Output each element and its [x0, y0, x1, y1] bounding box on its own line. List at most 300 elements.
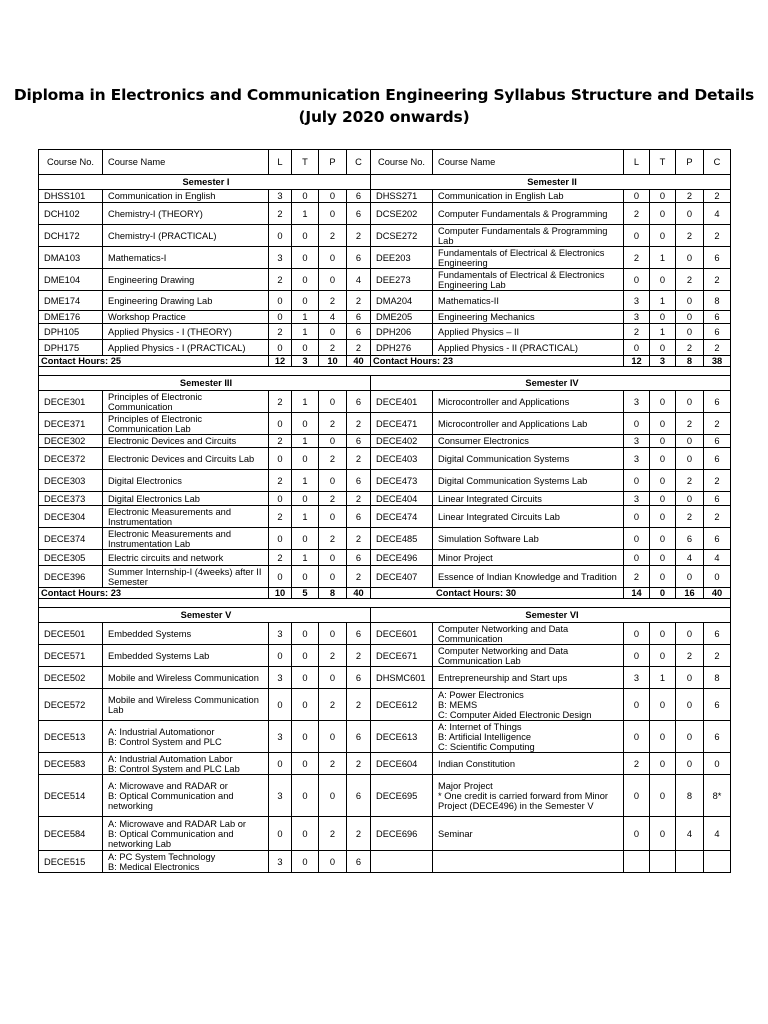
- col-header-t: T: [292, 150, 319, 175]
- course-name: Entrepreneurship and Start ups: [433, 667, 624, 689]
- practical-hours: 2: [319, 645, 347, 667]
- lecture-hours: 2: [269, 269, 292, 291]
- lecture-hours: 0: [269, 340, 292, 356]
- course-code: DPH276: [371, 340, 433, 356]
- tutorial-hours: 1: [292, 506, 319, 528]
- credits: 6: [347, 506, 371, 528]
- credits: 4: [704, 203, 731, 225]
- course-code: DECE403: [371, 448, 433, 470]
- course-code: DECE604: [371, 753, 433, 775]
- course-row: [39, 775, 731, 817]
- course-name: Mobile and Wireless Communication: [103, 667, 269, 689]
- course-name: Principles of Electronic Communication: [103, 391, 269, 413]
- course-name: Major Project * One credit is carried forward from Minor Project (DECE496) in the Semester V: [433, 775, 624, 817]
- credits: 2: [347, 413, 371, 435]
- course-name: Essence of Indian Knowledge and Tradition: [433, 566, 624, 588]
- course-name: Mathematics-I: [103, 247, 269, 269]
- credits: 6: [704, 391, 731, 413]
- tutorial-hours: [650, 851, 676, 873]
- course-code: DCH172: [39, 225, 103, 247]
- course-row: [39, 528, 731, 550]
- tutorial-hours: 0: [292, 689, 319, 721]
- practical-hours: 2: [319, 689, 347, 721]
- practical-hours: 0: [676, 623, 704, 645]
- course-row: [39, 324, 731, 340]
- col-header-c: C: [347, 150, 371, 175]
- semester-title: Semester II: [371, 175, 731, 190]
- credits: 8*: [704, 775, 731, 817]
- table-header-row: [39, 150, 731, 175]
- course-code: DECE502: [39, 667, 103, 689]
- course-name: Microcontroller and Applications Lab: [433, 413, 624, 435]
- course-name: Principles of Electronic Communication Lab: [103, 413, 269, 435]
- course-name: Fundamentals of Electrical & Electronics Engineering Lab: [433, 269, 624, 291]
- syllabus-table: [38, 149, 731, 873]
- tutorial-hours: 1: [650, 667, 676, 689]
- practical-hours: 0: [319, 721, 347, 753]
- lecture-hours: 0: [269, 311, 292, 324]
- credits: 2: [347, 492, 371, 506]
- course-name: Computer Networking and Data Communication: [433, 623, 624, 645]
- credits: 6: [347, 721, 371, 753]
- practical-hours: 0: [676, 203, 704, 225]
- course-name: Engineering Drawing: [103, 269, 269, 291]
- credits: 2: [704, 190, 731, 203]
- course-row: [39, 667, 731, 689]
- course-code: DCH102: [39, 203, 103, 225]
- course-name: Mathematics-II: [433, 291, 624, 311]
- tutorial-hours: 0: [292, 753, 319, 775]
- tutorial-hours: 0: [650, 689, 676, 721]
- tutorial-hours: 0: [292, 645, 319, 667]
- lecture-hours: 3: [624, 311, 650, 324]
- lecture-hours: 0: [269, 817, 292, 851]
- course-row: [39, 689, 731, 721]
- course-code: DME205: [371, 311, 433, 324]
- credits: 6: [347, 311, 371, 324]
- lecture-hours: 0: [624, 721, 650, 753]
- tutorial-hours: 1: [292, 470, 319, 492]
- credits: 6: [347, 190, 371, 203]
- credits: 4: [704, 550, 731, 566]
- credits: 2: [347, 753, 371, 775]
- course-name: Summer Internship-I (4weeks) after II Semester: [103, 566, 269, 588]
- tutorial-hours: 1: [292, 324, 319, 340]
- course-name: Microcontroller and Applications: [433, 391, 624, 413]
- course-name: Computer Fundamentals & Programming Lab: [433, 225, 624, 247]
- col-header-course-name: Course Name: [103, 150, 269, 175]
- lecture-hours: 3: [624, 291, 650, 311]
- contact-hours-total: 12: [269, 356, 292, 367]
- course-name: Linear Integrated Circuits Lab: [433, 506, 624, 528]
- lecture-hours: 0: [269, 645, 292, 667]
- course-code: DECE407: [371, 566, 433, 588]
- course-name: Communication in English: [103, 190, 269, 203]
- lecture-hours: 2: [624, 203, 650, 225]
- course-name: A: Power Electronics B: MEMS C: Computer Aided Electronic Design: [433, 689, 624, 721]
- lecture-hours: 0: [269, 492, 292, 506]
- contact-hours-label: Contact Hours: 23: [371, 356, 624, 367]
- credits: 6: [704, 324, 731, 340]
- tutorial-hours: 0: [292, 851, 319, 873]
- lecture-hours: 3: [269, 775, 292, 817]
- practical-hours: 2: [319, 225, 347, 247]
- practical-hours: 0: [676, 753, 704, 775]
- course-row: [39, 203, 731, 225]
- credits: 6: [347, 203, 371, 225]
- course-row: [39, 190, 731, 203]
- contact-hours-total: 8: [676, 356, 704, 367]
- course-row: [39, 623, 731, 645]
- credits: [704, 851, 731, 873]
- tutorial-hours: 0: [650, 721, 676, 753]
- tutorial-hours: 0: [292, 269, 319, 291]
- tutorial-hours: 0: [650, 225, 676, 247]
- course-code: DECE496: [371, 550, 433, 566]
- lecture-hours: 2: [269, 435, 292, 448]
- practical-hours: 0: [676, 311, 704, 324]
- course-code: DCSE272: [371, 225, 433, 247]
- practical-hours: 8: [676, 775, 704, 817]
- credits: 0: [704, 566, 731, 588]
- tutorial-hours: 0: [292, 566, 319, 588]
- course-name: Electronic Measurements and Instrumentation Lab: [103, 528, 269, 550]
- credits: 2: [347, 566, 371, 588]
- col-header-c-right: C: [704, 150, 731, 175]
- tutorial-hours: 0: [650, 550, 676, 566]
- semester-title: Semester V: [39, 608, 371, 623]
- spacer-cell: [39, 367, 731, 376]
- tutorial-hours: 0: [650, 528, 676, 550]
- contact-hours-total: 10: [269, 588, 292, 599]
- course-code: DME104: [39, 269, 103, 291]
- course-row: [39, 269, 731, 291]
- lecture-hours: 3: [269, 721, 292, 753]
- credits: 6: [704, 623, 731, 645]
- course-row: [39, 492, 731, 506]
- semester-title: Semester I: [39, 175, 371, 190]
- credits: 2: [347, 448, 371, 470]
- practical-hours: 0: [319, 470, 347, 492]
- course-code: DECE474: [371, 506, 433, 528]
- contact-hours-total: 40: [347, 588, 371, 599]
- semester-heading-row: [39, 376, 731, 391]
- course-row: [39, 851, 731, 873]
- course-row: [39, 550, 731, 566]
- course-code: DECE612: [371, 689, 433, 721]
- lecture-hours: [624, 851, 650, 873]
- contact-hours-row: [39, 588, 731, 599]
- course-name: Linear Integrated Circuits: [433, 492, 624, 506]
- tutorial-hours: 1: [650, 324, 676, 340]
- credits: 2: [347, 291, 371, 311]
- course-name: Computer Networking and Data Communication Lab: [433, 645, 624, 667]
- course-code: DECE371: [39, 413, 103, 435]
- practical-hours: 0: [676, 667, 704, 689]
- contact-hours-total: 14: [624, 588, 650, 599]
- lecture-hours: 2: [269, 391, 292, 413]
- practical-hours: [676, 851, 704, 873]
- course-name: Consumer Electronics: [433, 435, 624, 448]
- credits: 6: [347, 391, 371, 413]
- lecture-hours: 3: [624, 448, 650, 470]
- credits: 2: [347, 528, 371, 550]
- course-code: DECE404: [371, 492, 433, 506]
- credits: 2: [347, 689, 371, 721]
- practical-hours: 2: [319, 340, 347, 356]
- credits: 6: [347, 324, 371, 340]
- course-name: Mobile and Wireless Communication Lab: [103, 689, 269, 721]
- practical-hours: 0: [319, 324, 347, 340]
- credits: 2: [704, 269, 731, 291]
- lecture-hours: 0: [624, 190, 650, 203]
- credits: 6: [347, 623, 371, 645]
- contact-hours-total: 3: [650, 356, 676, 367]
- col-header-course-no: Course No.: [39, 150, 103, 175]
- lecture-hours: 0: [624, 528, 650, 550]
- course-code: DHSMC601: [371, 667, 433, 689]
- practical-hours: 0: [676, 247, 704, 269]
- practical-hours: 0: [319, 851, 347, 873]
- contact-hours-total: 40: [347, 356, 371, 367]
- course-row: [39, 448, 731, 470]
- course-name: Digital Communication Systems Lab: [433, 470, 624, 492]
- course-code: DECE501: [39, 623, 103, 645]
- course-code: DECE305: [39, 550, 103, 566]
- lecture-hours: 2: [624, 324, 650, 340]
- contact-hours-total: 10: [319, 356, 347, 367]
- lecture-hours: 3: [269, 623, 292, 645]
- lecture-hours: 2: [269, 203, 292, 225]
- tutorial-hours: 1: [292, 391, 319, 413]
- practical-hours: 2: [319, 492, 347, 506]
- lecture-hours: 2: [624, 753, 650, 775]
- course-row: [39, 391, 731, 413]
- tutorial-hours: 0: [650, 448, 676, 470]
- practical-hours: 0: [676, 492, 704, 506]
- contact-hours-label: Contact Hours: 25: [39, 356, 269, 367]
- credits: 6: [347, 851, 371, 873]
- tutorial-hours: 0: [292, 817, 319, 851]
- practical-hours: 2: [676, 190, 704, 203]
- credits: 6: [704, 247, 731, 269]
- course-code: DPH175: [39, 340, 103, 356]
- lecture-hours: 0: [269, 753, 292, 775]
- col-header-course-name-right: Course Name: [433, 150, 624, 175]
- credits: 8: [704, 291, 731, 311]
- course-name: Electronic Devices and Circuits: [103, 435, 269, 448]
- course-code: DECE302: [39, 435, 103, 448]
- credits: 2: [704, 645, 731, 667]
- course-name: Electric circuits and network: [103, 550, 269, 566]
- practical-hours: 0: [319, 391, 347, 413]
- credits: 4: [704, 817, 731, 851]
- course-row: [39, 225, 731, 247]
- practical-hours: 0: [319, 247, 347, 269]
- course-name: A: Microwave and RADAR or B: Optical Communication and networking: [103, 775, 269, 817]
- course-name: A: Industrial Automation Labor B: Control System and PLC Lab: [103, 753, 269, 775]
- course-name: Minor Project: [433, 550, 624, 566]
- credits: 6: [347, 470, 371, 492]
- lecture-hours: 0: [269, 448, 292, 470]
- tutorial-hours: 0: [292, 775, 319, 817]
- contact-hours-row: [39, 356, 731, 367]
- course-name: Computer Fundamentals & Programming: [433, 203, 624, 225]
- course-name: Applied Physics - I (PRACTICAL): [103, 340, 269, 356]
- lecture-hours: 2: [269, 550, 292, 566]
- practical-hours: 0: [676, 721, 704, 753]
- practical-hours: 0: [319, 550, 347, 566]
- practical-hours: 2: [319, 817, 347, 851]
- practical-hours: 2: [676, 413, 704, 435]
- practical-hours: 2: [676, 340, 704, 356]
- credits: 2: [704, 340, 731, 356]
- contact-hours-total: 0: [650, 588, 676, 599]
- practical-hours: 0: [676, 689, 704, 721]
- course-code: [371, 851, 433, 873]
- lecture-hours: 2: [269, 470, 292, 492]
- course-code: DECE373: [39, 492, 103, 506]
- course-name: Communication in English Lab: [433, 190, 624, 203]
- lecture-hours: 0: [624, 689, 650, 721]
- credits: 6: [347, 667, 371, 689]
- course-code: DECE584: [39, 817, 103, 851]
- tutorial-hours: 0: [650, 203, 676, 225]
- tutorial-hours: 0: [650, 391, 676, 413]
- contact-hours-total: 40: [704, 588, 731, 599]
- course-row: [39, 566, 731, 588]
- credits: 2: [347, 817, 371, 851]
- course-name: Indian Constitution: [433, 753, 624, 775]
- course-code: DECE402: [371, 435, 433, 448]
- col-header-l: L: [269, 150, 292, 175]
- course-code: DECE513: [39, 721, 103, 753]
- credits: 6: [704, 448, 731, 470]
- tutorial-hours: 0: [292, 247, 319, 269]
- course-code: DECE372: [39, 448, 103, 470]
- tutorial-hours: 0: [292, 667, 319, 689]
- document-title: [0, 84, 768, 128]
- tutorial-hours: 0: [650, 413, 676, 435]
- practical-hours: 0: [676, 391, 704, 413]
- credits: 0: [704, 753, 731, 775]
- tutorial-hours: 0: [650, 775, 676, 817]
- lecture-hours: 0: [269, 413, 292, 435]
- practical-hours: 2: [676, 269, 704, 291]
- course-code: DECE572: [39, 689, 103, 721]
- tutorial-hours: 1: [650, 247, 676, 269]
- semester-heading-row: [39, 175, 731, 190]
- lecture-hours: 0: [269, 689, 292, 721]
- credits: 6: [704, 689, 731, 721]
- credits: 6: [347, 247, 371, 269]
- lecture-hours: 2: [269, 324, 292, 340]
- course-name: Fundamentals of Electrical & Electronics Engineering: [433, 247, 624, 269]
- course-name: A: Microwave and RADAR Lab or B: Optical Communication and networking Lab: [103, 817, 269, 851]
- course-row: [39, 721, 731, 753]
- contact-hours-total: 8: [319, 588, 347, 599]
- lecture-hours: 0: [269, 566, 292, 588]
- lecture-hours: 3: [269, 190, 292, 203]
- course-code: DECE571: [39, 645, 103, 667]
- course-code: DHSS271: [371, 190, 433, 203]
- col-header-p-right: P: [676, 150, 704, 175]
- lecture-hours: 0: [624, 506, 650, 528]
- contact-hours-label: Contact Hours: 23: [39, 588, 269, 599]
- tutorial-hours: 1: [292, 311, 319, 324]
- semester-title: Semester III: [39, 376, 371, 391]
- course-name: Chemistry-I (PRACTICAL): [103, 225, 269, 247]
- practical-hours: 4: [676, 817, 704, 851]
- tutorial-hours: 0: [292, 190, 319, 203]
- course-code: DECE613: [371, 721, 433, 753]
- lecture-hours: 3: [624, 391, 650, 413]
- tutorial-hours: 1: [292, 435, 319, 448]
- credits: 2: [347, 340, 371, 356]
- credits: 6: [704, 311, 731, 324]
- course-code: DECE583: [39, 753, 103, 775]
- practical-hours: 0: [676, 291, 704, 311]
- course-row: [39, 340, 731, 356]
- tutorial-hours: 0: [292, 721, 319, 753]
- credits: 6: [704, 435, 731, 448]
- tutorial-hours: 1: [292, 203, 319, 225]
- credits: 6: [347, 435, 371, 448]
- course-code: DECE485: [371, 528, 433, 550]
- course-name: Applied Physics - I (THEORY): [103, 324, 269, 340]
- course-name: Electronic Devices and Circuits Lab: [103, 448, 269, 470]
- practical-hours: 0: [676, 324, 704, 340]
- lecture-hours: 0: [624, 817, 650, 851]
- course-name: Digital Communication Systems: [433, 448, 624, 470]
- practical-hours: 2: [319, 413, 347, 435]
- course-name: A: PC System Technology B: Medical Electronics: [103, 851, 269, 873]
- course-code: DECE515: [39, 851, 103, 873]
- course-name: Engineering Drawing Lab: [103, 291, 269, 311]
- course-row: [39, 311, 731, 324]
- course-code: DECE671: [371, 645, 433, 667]
- course-row: [39, 413, 731, 435]
- practical-hours: 0: [319, 667, 347, 689]
- contact-hours-total: 16: [676, 588, 704, 599]
- course-name: A: Industrial Automationor B: Control System and PLC: [103, 721, 269, 753]
- col-header-p: P: [319, 150, 347, 175]
- lecture-hours: 0: [624, 623, 650, 645]
- credits: 8: [704, 667, 731, 689]
- tutorial-hours: 0: [650, 645, 676, 667]
- course-code: DCSE202: [371, 203, 433, 225]
- tutorial-hours: 0: [292, 448, 319, 470]
- tutorial-hours: 0: [650, 340, 676, 356]
- tutorial-hours: 0: [650, 190, 676, 203]
- course-code: DEE273: [371, 269, 433, 291]
- credits: 6: [347, 775, 371, 817]
- tutorial-hours: 0: [650, 492, 676, 506]
- practical-hours: 2: [676, 506, 704, 528]
- course-code: DECE401: [371, 391, 433, 413]
- course-code: DECE514: [39, 775, 103, 817]
- practical-hours: 2: [676, 225, 704, 247]
- block-gap-row: [39, 599, 731, 608]
- tutorial-hours: 0: [650, 470, 676, 492]
- practical-hours: 0: [319, 269, 347, 291]
- course-name: Applied Physics – II: [433, 324, 624, 340]
- practical-hours: 0: [676, 448, 704, 470]
- tutorial-hours: 0: [650, 817, 676, 851]
- practical-hours: 0: [676, 435, 704, 448]
- course-code: DECE601: [371, 623, 433, 645]
- lecture-hours: 0: [624, 645, 650, 667]
